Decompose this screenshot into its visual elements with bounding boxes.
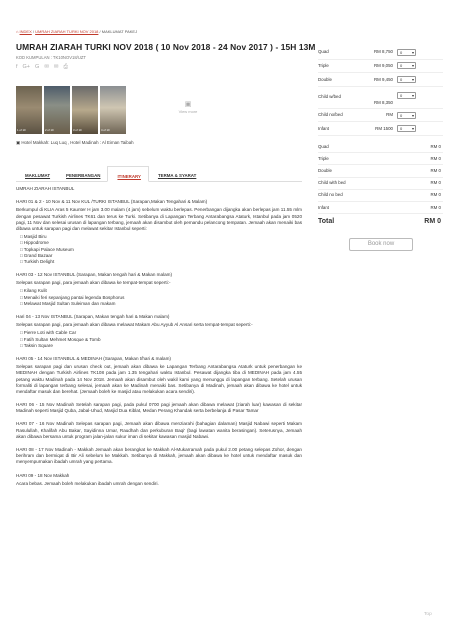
itinerary-place: □ Melawat Masjid Sultan Suleiman dan makam xyxy=(16,301,302,307)
gallery-thumb[interactable] xyxy=(72,86,98,134)
summary-row xyxy=(318,190,443,202)
option-price: RM 8,350 xyxy=(373,99,393,105)
summary-amount: RM 0 xyxy=(430,168,441,173)
mail-icon[interactable]: ✉ xyxy=(44,64,49,70)
summary-row xyxy=(318,202,443,214)
gallery-caption: 2 of 10 xyxy=(45,128,54,133)
gallery-thumb[interactable] xyxy=(44,86,70,134)
home-icon[interactable]: ⌂ xyxy=(16,29,19,34)
itinerary-place: □ Kilang Kulit xyxy=(16,288,302,294)
quantity-select[interactable]: 0 ▾ xyxy=(397,76,416,83)
itinerary-day-body: Selepas sarapan pagi dan urusan check out, jemaah akan dibawa ke Lapangan Terbang Antarabangsa Ataturk untuk penerbangan ke MEDINAH dengan Turkish Airlines TK108 pada jam 1.35 tengahari waktu Istanbul. Pesawat dijangka tiba di MEDINAH pada jam 4.55 petang waktu Madinah pada 14 Nov 2018. Jemaah akan disambut oleh wakil kami yang menunggu di lapangan terbang. Setelah urusan formaliti di lapangan terbang selesai, jemaah akan ke Madinah menaiki bas. Setibanya di Madinah, jemaah akan dibawa ke hotel untuk mendaftar masuk dan berehat. (Jemaah boleh ke masjid atau melakukan acara sendiri). xyxy=(16,364,302,394)
itinerary-day-title: HARI 01 & 2 - 10 Nov & 11 Nov KUL /TURKI ISTANBUL (Sarapan,Makan Tengahari & Malam) xyxy=(16,199,208,205)
itinerary-day-body: Selepas sarapan pagi, para jemaah akan dibawa ke tempat-tempat seperti:- xyxy=(16,280,171,286)
breadcrumb-current: / MAKLUMAT PAKEJ xyxy=(99,29,138,34)
summary-amount: RM 0 xyxy=(430,155,441,161)
breadcrumb-separator: / xyxy=(31,29,36,34)
breadcrumb xyxy=(16,29,137,34)
itinerary-day xyxy=(16,199,302,265)
quantity-select[interactable]: 0 ▾ xyxy=(397,125,416,132)
quantity-select[interactable]: 0 ▾ xyxy=(397,62,416,69)
option-row xyxy=(318,109,443,123)
itinerary-day xyxy=(16,473,302,487)
itinerary-days xyxy=(16,199,302,487)
itinerary-heading: UMRAH ZIARAH ISTANBUL xyxy=(16,186,75,191)
option-row xyxy=(318,46,443,60)
total-label: Total xyxy=(318,217,335,225)
option-label: Child w/bed xyxy=(318,94,341,100)
option-label: Infant xyxy=(318,125,329,131)
hotel-info xyxy=(16,140,134,146)
itinerary-day xyxy=(16,447,302,466)
itinerary-place: □ Menaiki feri sepanjang pantai legenda Bosphorus xyxy=(16,295,302,301)
send-icon[interactable]: ✉ xyxy=(53,64,59,70)
image-icon: ▣ xyxy=(184,101,192,108)
itinerary-day-title: HARI 05 - 14 Nov ISTANBUL & MEDINAH (Sarapan, Makan t/hari & malam) xyxy=(16,355,171,361)
view-more-label: View more xyxy=(178,109,198,115)
view-more-button[interactable] xyxy=(173,100,203,115)
hotel-text: Hotel Makkah: Luq Luq , Hotel Madinah : Al Eiman Taibah xyxy=(21,140,134,145)
tab-penerbangan[interactable]: PENERBANGAN xyxy=(66,173,101,178)
tab-bar xyxy=(16,166,302,182)
quantity-select[interactable]: 0 ▾ xyxy=(397,112,416,119)
itinerary-day-body: HARI 08 - 17 Nov Madinah - Makkah Jemaah akan berangkat ke Makkah Al-Mukarramah pada pukul 2.00 petang selepas Zohor, dengan berihram dan bermiqat di Bir Ali sebelum ke Makkah. Setibanya di Makkah, jemaah akan dibawa ke hotel untuk mendaftar masuk dan menyempurnakan ibadah umrah yang pertama. xyxy=(16,447,302,465)
summary-label: Child with bed xyxy=(318,180,346,186)
itinerary-day-body: Selepas sarapan pagi, para jemaah akan dibawa melawat Makam Abu Ayyub Al Ansari serta tempat-tempat seperti:- xyxy=(16,322,253,328)
itinerary-day-body: HARI 06 - 15 Nov Madinah Setelah sarapan pagi, pada pukul 0700 pagi jemaah akan dibawa melawat (ziarah luar) kawasan di sekitar Madinah seperti Masjid Quba, Jabal-Uhud, Masjid Dua Kiblat, Medan Perang Khandak serta berbelanja di Pasar Tamar xyxy=(16,402,302,414)
google-icon[interactable]: G xyxy=(35,64,40,70)
breadcrumb-home-link[interactable]: INDEX xyxy=(19,29,32,34)
option-row xyxy=(318,87,443,109)
share-bar xyxy=(16,64,68,71)
gallery-thumb[interactable] xyxy=(16,86,42,134)
total-row xyxy=(318,214,443,229)
total-amount: RM 0 xyxy=(424,217,441,225)
hotel-icon: ▣ xyxy=(16,140,21,145)
itinerary-day xyxy=(16,402,302,414)
summary-label: Quad xyxy=(318,143,329,149)
option-label: Triple xyxy=(318,62,329,68)
quantity-select[interactable]: 0 ▾ xyxy=(397,49,416,56)
summary-row xyxy=(318,165,443,177)
option-row xyxy=(318,122,443,136)
quantity-select[interactable]: 0 ▾ xyxy=(397,92,416,99)
itinerary-place: □ Grand Bazaar xyxy=(16,253,302,259)
tab-itinerary[interactable]: ITINERARY xyxy=(107,166,149,182)
option-price: RM 1500 xyxy=(375,125,393,131)
itinerary-day-body: Berkumpul di KLIA Aras 5 Kaunter H jam 3.00 malam (4 jam) sebelum waktu berlepas. Penerbangan dijangka akan berlepas jam 11.55 mlm dengan pesawat Turkish Airlines TK61 dan terus ke Turki. Setibanya di Lapangan Terbang Antarabangsa Ataturk, Istanbul pada jam 0520 pagi, 11 Nov dan selesai urusan di lapangan terbang, jemaah akan disambut oleh pemandu pelancong tempatan. Jemaah akan menaiki bas dibawa untuk sarapan pagi dan melawat sekitar Istanbul seperti: xyxy=(16,207,302,231)
facebook-icon[interactable]: f xyxy=(16,64,18,70)
itinerary-place: □ Hippodrome xyxy=(16,240,302,246)
itinerary-place: □ Taksin Square xyxy=(16,343,302,349)
itinerary-day xyxy=(16,272,302,307)
group-code: KOD KUMPULAN : TK10NOV18/UZT xyxy=(16,55,86,60)
option-row xyxy=(318,73,443,87)
summary-row xyxy=(318,178,443,190)
photo-gallery xyxy=(16,86,302,134)
gallery-caption: 3 of 10 xyxy=(73,128,82,133)
gallery-caption: 1 of 10 xyxy=(17,128,26,133)
itinerary-day xyxy=(16,421,302,440)
option-label: Quad xyxy=(318,49,329,55)
summary-amount: RM 0 xyxy=(430,204,441,210)
summary-amount: RM 0 xyxy=(430,192,441,198)
itinerary-place: □ Fatih Sultan Mehmet Mosque & Tomb xyxy=(16,337,302,343)
price-summary xyxy=(318,141,443,229)
itinerary-place: □ Pierre Loti with Cable Car xyxy=(16,330,302,336)
summary-label: Double xyxy=(318,168,332,173)
gallery-thumb[interactable] xyxy=(100,86,126,134)
print-icon[interactable]: ⎙ xyxy=(63,64,68,70)
summary-label: Infant xyxy=(318,204,329,210)
summary-row xyxy=(318,153,443,165)
itinerary-day-title: Hari 04 - 13 Nov ISTANBUL (Sarapan, Makan tengah hari & Makan malam) xyxy=(16,314,170,319)
option-price: RM 9,450 xyxy=(373,76,393,82)
option-label: Child no/bed xyxy=(318,112,343,118)
option-label: Double xyxy=(318,76,332,82)
itinerary-place: □ Turkish Delight xyxy=(16,259,302,265)
option-price: RM xyxy=(386,112,393,118)
breadcrumb-package-link[interactable]: UMRAH ZIARAH TURKI NOV 2018 xyxy=(35,29,99,34)
summary-label: Child no bed xyxy=(318,192,343,198)
itinerary-day-title: HARI 03 - 12 Nov ISTANBUL (Sarapan, Makan tengah hari & Makan malam) xyxy=(16,272,172,278)
book-now-button[interactable]: Book now xyxy=(349,238,413,251)
summary-amount: RM 0 xyxy=(430,180,441,186)
summary-label: Triple xyxy=(318,155,329,161)
itinerary-day xyxy=(16,356,302,395)
back-to-top-link[interactable]: Top xyxy=(424,612,432,617)
itinerary-day-title: HARI 09 - 18 Nov Makkah xyxy=(16,472,70,478)
option-row xyxy=(318,60,443,74)
itinerary-place: □ Masjid Biru xyxy=(16,234,302,240)
itinerary-day-body: Acara bebas. Jemaah boleh melakukan ibadah umrah dengan sendiri. xyxy=(16,480,159,486)
option-price: RM 8,750 xyxy=(373,49,393,55)
itinerary-day xyxy=(16,314,302,349)
option-price: RM 9,050 xyxy=(373,62,393,68)
gallery-caption: 4 of 10 xyxy=(101,128,110,133)
tab-maklumat[interactable]: MAKLUMAT xyxy=(25,173,51,178)
itinerary-place: □ Topkapi Palace Museum xyxy=(16,247,302,253)
summary-amount: RM 0 xyxy=(430,143,441,149)
google-plus-icon[interactable]: G+ xyxy=(22,64,31,70)
summary-row xyxy=(318,141,443,153)
itinerary-content xyxy=(16,186,302,489)
itinerary-day-body: HARI 07 - 16 Nov Madinah Selepas sarapan pagi, Jemaah akan dibawa menziarahi (bahagian dalaman) Masjid Nabawi seperti Makam Rasulullah, Khalifah Abu Bakar, Sayidinna Umar, Raudhah dan perkuburan Baqi' (bagi lawatan wanita berasingan). Seterusnya, Jemaah akan dibawa bersama untuk program jalan-jalan sukur iman di sekitar kawasan masjid Nabawi. xyxy=(16,421,302,439)
page-title: UMRAH ZIARAH TURKI NOV 2018 ( 10 Nov 2018 - 24 Nov 2017 ) - 15H 13M xyxy=(16,42,316,52)
tab-terma-syarat[interactable]: TERMA & SYARAT xyxy=(157,173,197,178)
pricing-options xyxy=(318,46,443,136)
